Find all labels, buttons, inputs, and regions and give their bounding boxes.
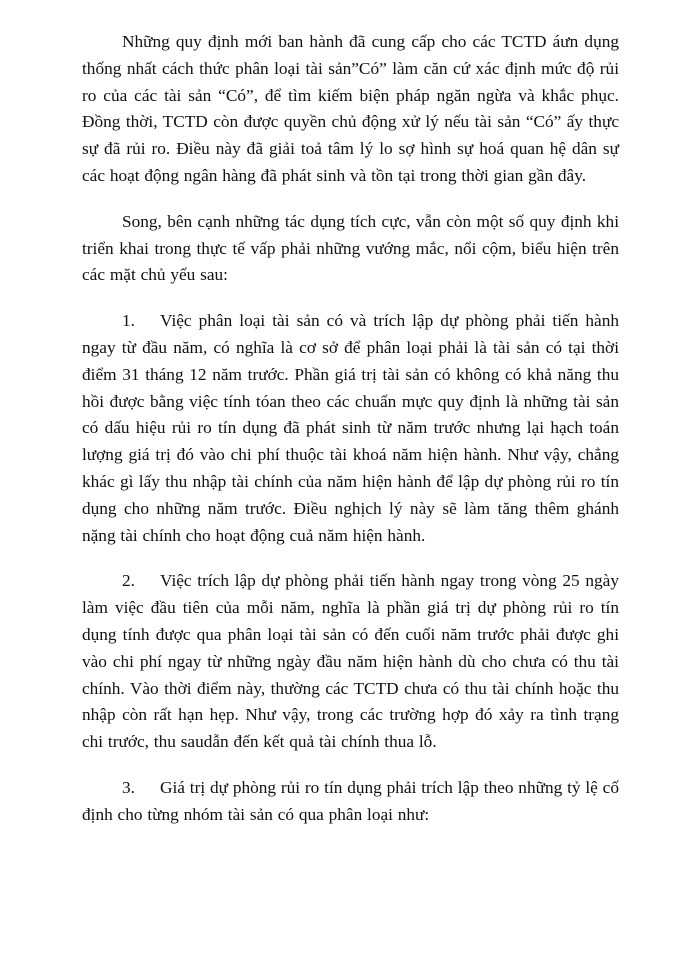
paragraph-issues-lead: Song, bên cạnh những tác dụng tích cực, vẫn còn một số quy định khi triển khai trong thực tế vấp phải những vướng mắc, nổi cộm, biểu hiện trên các mặt chủ yếu sau: xyxy=(82,211,619,285)
list-item-number: 1. xyxy=(122,311,135,331)
list-item-text: Việc trích lập dự phòng phải tiến hành ngay trong vòng 25 ngày làm việc đầu tiên của mỗi năm, nghĩa là phần giá trị dự phòng rủi ro tín dụng tính được qua phân loại tài sản có đến cuối năm trước phải được ghi vào chi phí ngay từ những ngày đầu năm hiện hành dù cho chưa có thu tài chính. Vào thời điểm này, thường các TCTD chưa có thu tài chính hoặc thu nhập còn rất hạn hẹp. Như vậy, trong các trường hợp đó xảy ra tình trạng chi trước, thu saudẫn đến kết quả tài chính thua lỗ. xyxy=(82,571,619,752)
list-item-number: 2. xyxy=(122,571,135,591)
list-item-1 xyxy=(82,308,619,549)
list-item-text: Giá trị dự phòng rủi ro tín dụng phải trích lập theo những tỷ lệ cố định cho từng nhóm tài sản có qua phân loại như: xyxy=(82,777,619,824)
list-item-2 xyxy=(82,568,619,756)
list-item-number: 3. xyxy=(122,777,135,797)
list-item-3 xyxy=(82,775,619,829)
document-page xyxy=(82,29,619,848)
list-item-text: Việc phân loại tài sản có và trích lập dự phòng phải tiến hành ngay từ đầu năm, có nghĩa là cơ sở để phân loại phải là tài sản có tại thời điểm 31 tháng 12 năm trước. Phần giá trị tài sản có không có khả năng thu hồi được bằng việc tính tóan theo các chuẩn mực quy định là những tài sản có dấu hiệu rủi ro tín dụng đã phát sinh từ năm trước nhưng lại hạch toán lượng giá trị đó vào chi phí thuộc tài khoá năm hiện hành. Như vậy, chẳng khác gì lấy thu nhập tài chính của năm hiện hành để lập dự phòng rủi ro tín dụng cho những năm trước. Điều nghịch lý này sẽ làm tăng thêm ghánh nặng tài chính cho hoạt động cuả năm hiện hành. xyxy=(82,311,619,545)
paragraph-intro: Những quy định mới ban hành đã cung cấp cho các TCTD áưn dụng thống nhất cách thức phân loại tài sản”Có” làm căn cứ xác định mức độ rủi ro của các tài sản “Có”, để tìm kiếm biện pháp ngăn ngừa và khắc phục. Đồng thời, TCTD còn được quyền chủ động xử lý nếu tài sản “Có” ấy thực sự đã rủi ro. Điều này đã giải toả tâm lý lo sợ hình sự hoá quan hệ dân sự các hoạt động ngân hàng đã phát sinh và tồn tại trong thời gian gần đây. xyxy=(82,32,619,185)
